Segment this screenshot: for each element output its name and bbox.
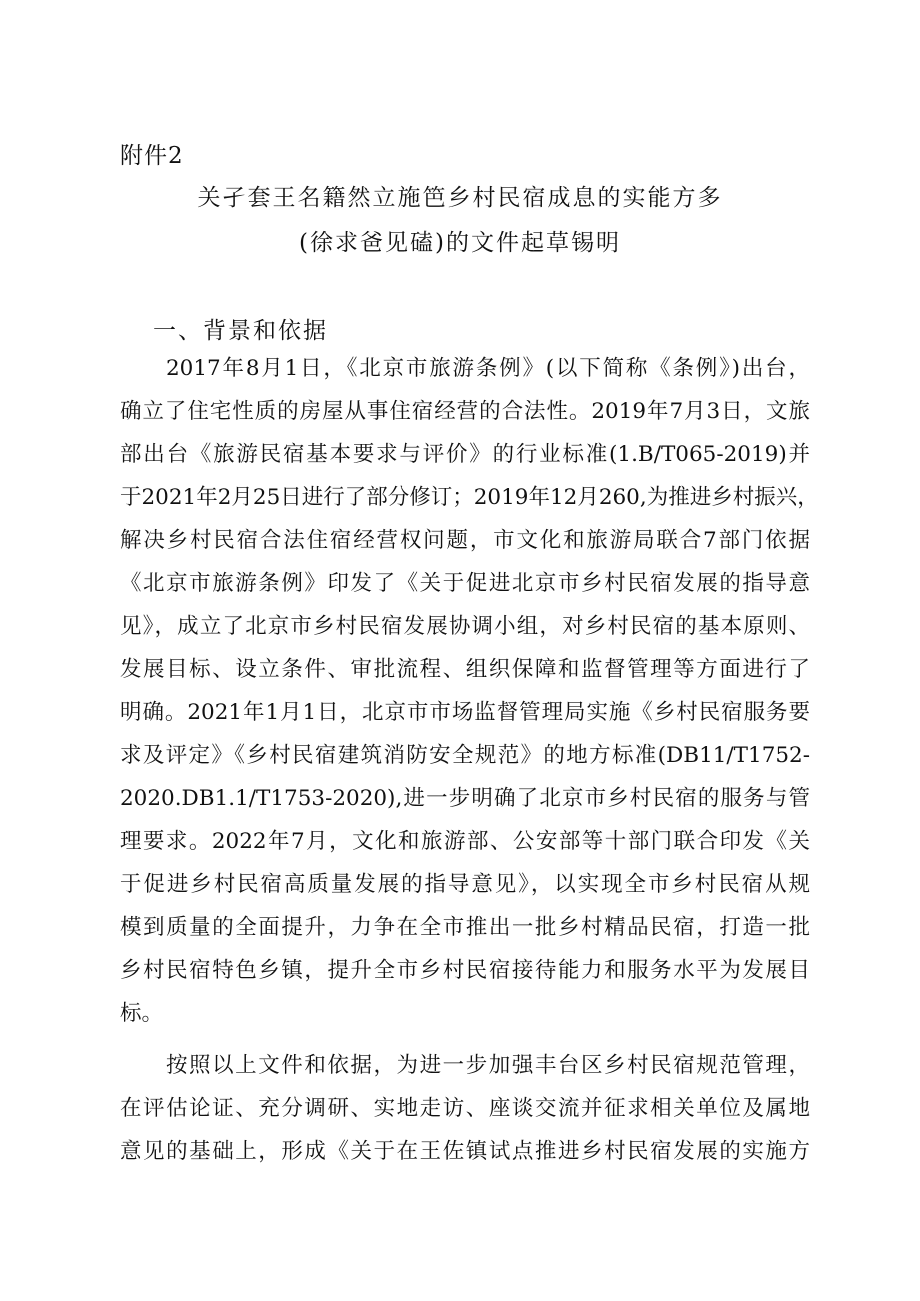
paragraph-line: 理要求。2022年7月，文化和旅游部、公安部等十部门联合印发《关 bbox=[120, 829, 810, 854]
paragraph-line: 解决乡村民宿合法住宿经营权问题，市文化和旅游局联合7部门依据 bbox=[120, 528, 810, 553]
paragraph-line: 于促进乡村民宿高质量发展的指导意见》，以实现全市乡村民宿从规 bbox=[120, 872, 810, 897]
paragraph-line: 乡村民宿特色乡镇，提升全市乡村民宿接待能力和服务水平为发展目 bbox=[120, 958, 810, 983]
paragraph-line: 《北京市旅游条例》印发了《关于促进北京市乡村民宿发展的指导意 bbox=[120, 571, 810, 596]
paragraph-line: 发展目标、设立条件、审批流程、组织保障和监督管理等方面进行了 bbox=[120, 657, 810, 682]
attachment-label: 附件2 bbox=[120, 143, 184, 169]
paragraph-line: 模到质量的全面提升，力争在全市推出一批乡村精品民宿，打造一批 bbox=[120, 915, 810, 940]
paragraph-line: 求及评定》《乡村民宿建筑消防安全规范》的地方标准(DB11/T1752- bbox=[120, 743, 810, 768]
section-heading: 一、背景和依据 bbox=[153, 318, 328, 344]
paragraph-line: 于2021年2月25日进行了部分修订；2019年12月260,为推进乡村振兴， bbox=[120, 485, 819, 510]
document-title-line-2: (徐求爸见磕)的文件起草锡明 bbox=[299, 230, 621, 256]
paragraph-line: 2020.DB1.1/T1753-2020),进一步明确了北京市乡村民宿的服务与管 bbox=[120, 786, 810, 811]
paragraph-line: 标。 bbox=[120, 1001, 164, 1026]
paragraph-line: 在评估论证、充分调研、实地走访、座谈交流并征求相关单位及属地 bbox=[120, 1096, 810, 1121]
paragraph-line: 明确。2021年1月1日，北京市市场监督管理局实施《乡村民宿服务要 bbox=[120, 700, 810, 725]
paragraph-line: 按照以上文件和依据，为进一步加强丰台区乡村民宿规范管理， bbox=[166, 1053, 810, 1078]
document-title-line-1: 关孑套王名籍然立施笆乡村民宿成息的实能方多 bbox=[197, 185, 723, 211]
paragraph-line: 2017年8月1日，《北京市旅游条例》(以下简称《条例》)出台， bbox=[166, 356, 810, 381]
paragraph-line: 部出台《旅游民宿基本要求与评价》的行业标准(1.B/T065-2019)并 bbox=[120, 442, 810, 467]
paragraph-line: 确立了住宅性质的房屋从事住宿经营的合法性。2019年7月3日，文旅 bbox=[120, 399, 810, 424]
paragraph-line: 见》，成立了北京市乡村民宿发展协调小组，对乡村民宿的基本原则、 bbox=[120, 614, 810, 639]
paragraph-line: 意见的基础上，形成《关于在王佐镇试点推进乡村民宿发展的实施方 bbox=[120, 1139, 810, 1164]
